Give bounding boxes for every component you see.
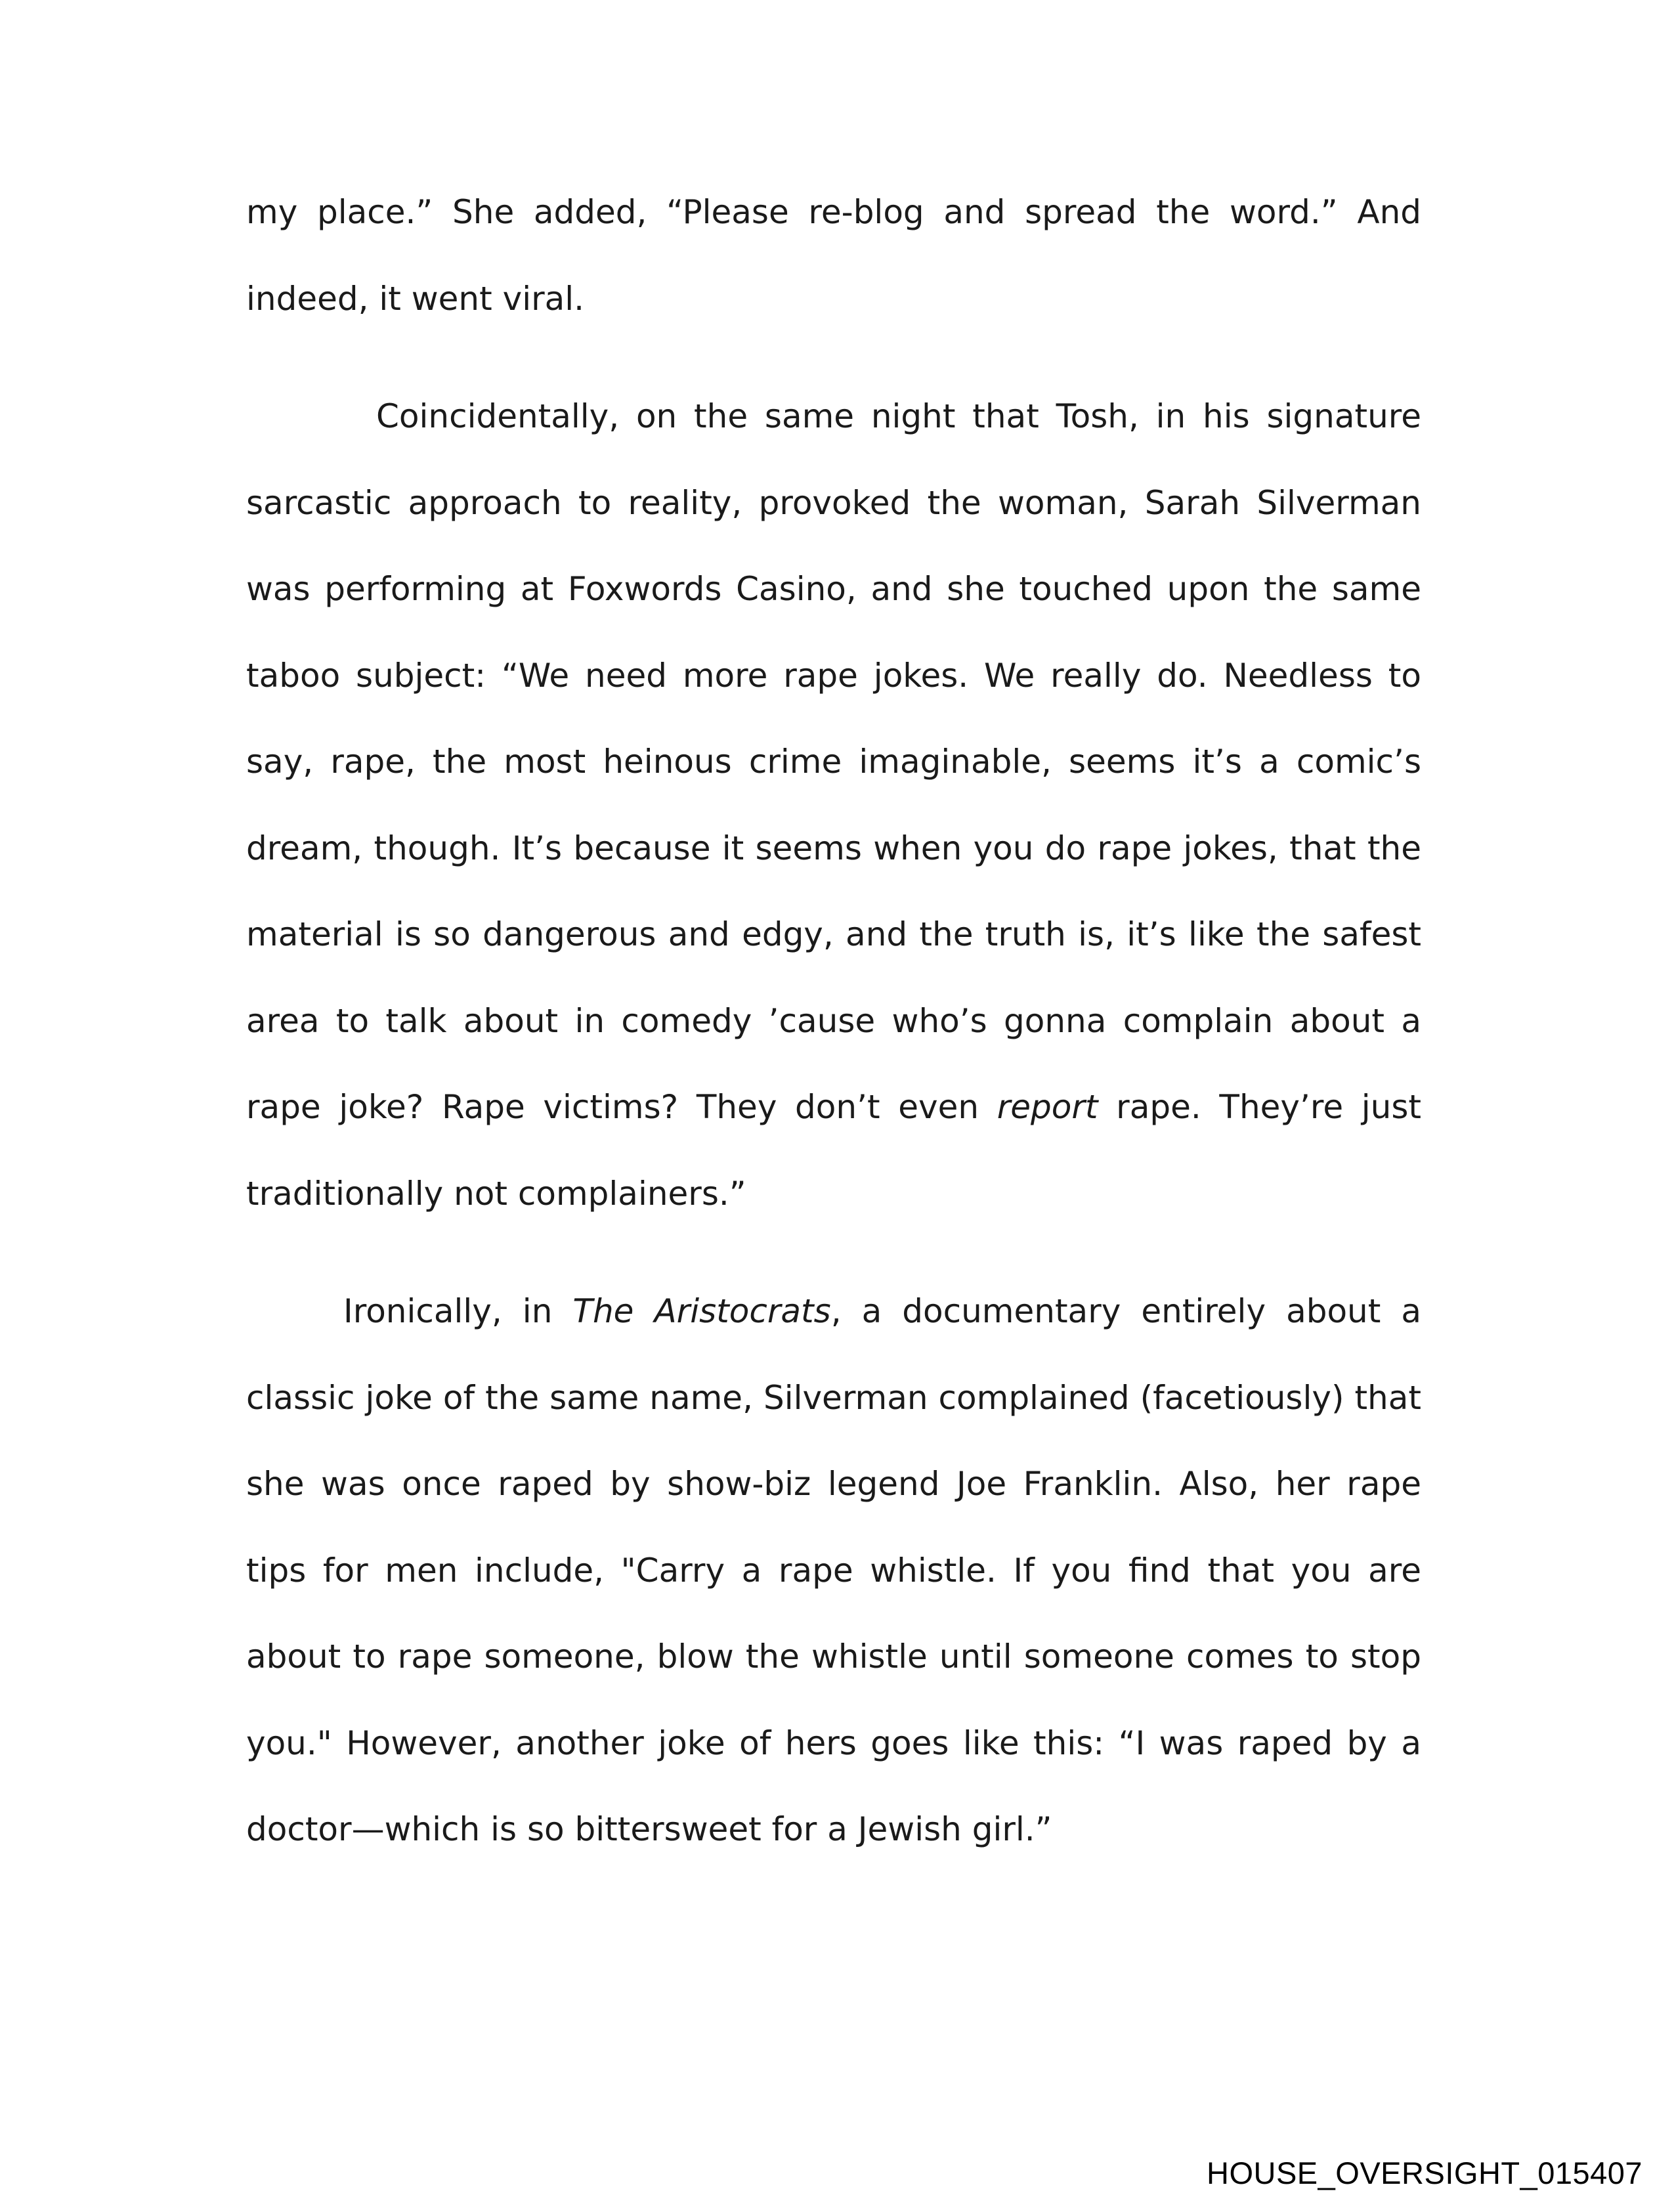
paragraph-2-text-after: rape. They’re just traditionally not complainers.” [246,1088,1422,1213]
document-body [246,169,1421,1873]
paragraph-3 [246,1269,1421,1873]
paragraph-2 [246,374,1421,1237]
paragraph-3-italic-title: The Aristocrats [572,1292,831,1330]
paragraph-3-text-after: , a documentary entirely about a classic joke of the same name, Silverman complained (facetiously) that she was once raped by show-biz legend Joe Franklin. Also, her rape tips for men include, "Carry a rape whistle. If you find that you are about to rape someone, blow the whistle until someone comes to stop you." However, another joke of hers goes like this: “I was raped by a doctor—which is so bittersweet for a Jewish girl.” [246,1292,1421,1848]
bates-number: HOUSE_OVERSIGHT_015407 [1207,2156,1643,2190]
paragraph-2-italic: report [997,1088,1098,1126]
paragraph-2-text-before: Coincidentally, on the same night that Tosh, in his signature sarcastic approach to reality, provoked the woman, Sarah Silverman was performing at Foxwords Casino, and she touched upon the same taboo subject: “We need more rape jokes. We really do. Needless to say, rape, the most heinous crime imaginable, seems it’s a comic’s dream, though. It’s because it seems when you do rape jokes, that the material is so dangerous and edgy, and the truth is, it’s like the safest area to talk about in comedy ’cause who’s gonna complain about a rape joke? Rape victims? They don’t even [246,397,1421,1126]
paragraph-1-text: my place.” She added, “Please re-blog and spread the word.” And indeed, it went viral. [246,193,1421,318]
paragraph-3-text-before: Ironically, in [343,1292,573,1330]
paragraph-1 [246,169,1421,342]
